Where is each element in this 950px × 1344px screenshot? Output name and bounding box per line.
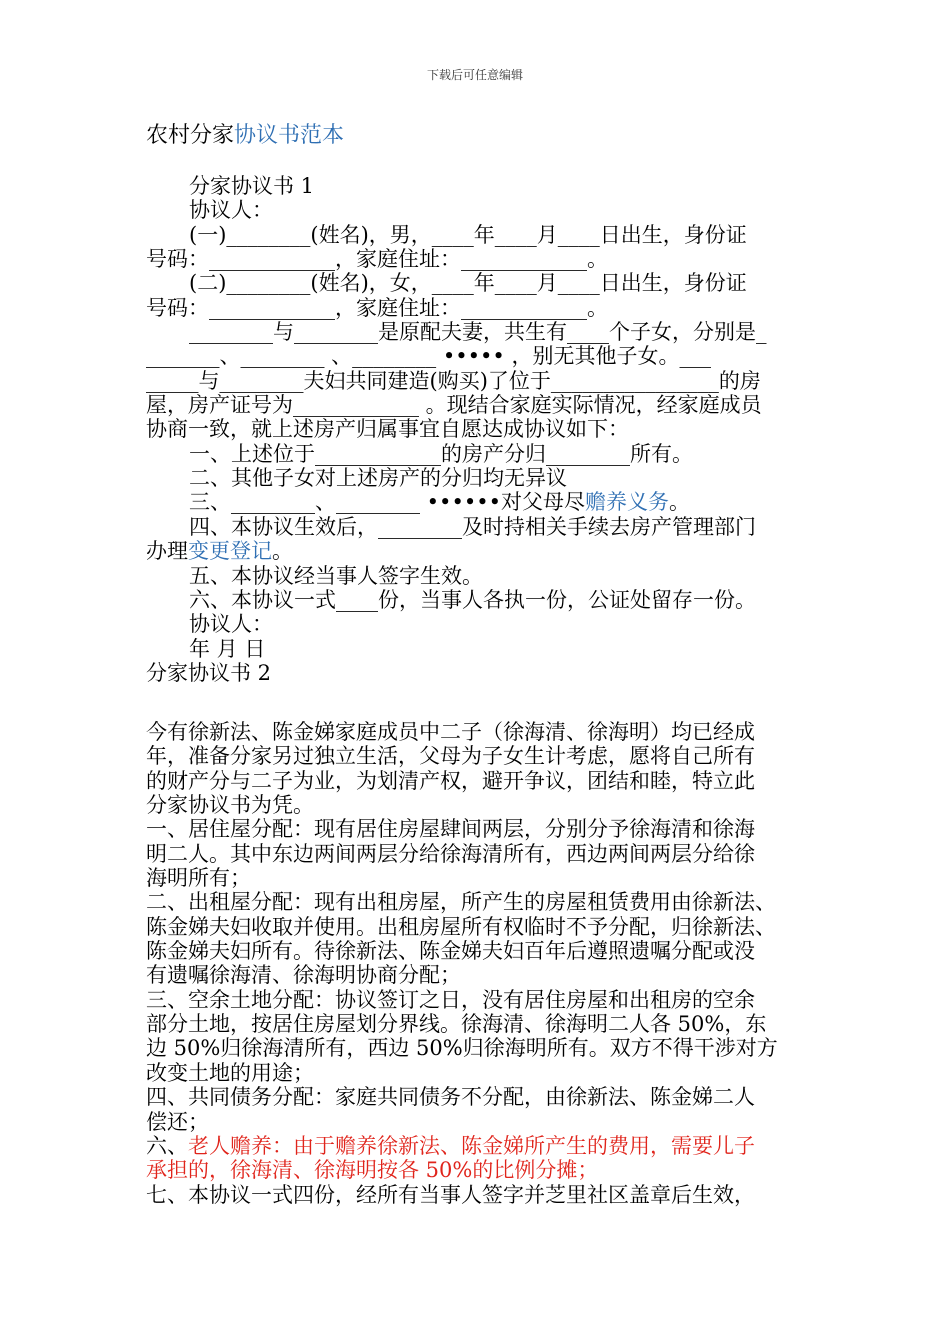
text-span: 陈金娣夫妇收取并使用。出租房屋所有权临时不予分配，归徐新法、	[146, 914, 776, 939]
text-span: 二、出租屋分配：现有出租房屋，所产生的房屋租赁费用由徐新法、	[146, 890, 776, 915]
text-line	[146, 1061, 810, 1085]
text-line	[146, 1134, 810, 1158]
text-span: _______、________ 、________ ••••• ，别无其他子女。___	[146, 344, 711, 369]
text-span: 偿还；	[146, 1109, 209, 1134]
text-line	[146, 296, 810, 320]
text-span: 五、本协议经当事人签字生效。	[189, 563, 483, 588]
text-line	[146, 588, 810, 612]
text-line	[146, 369, 810, 393]
text-line	[146, 939, 810, 963]
text-line	[146, 466, 810, 490]
text-line	[146, 1085, 810, 1109]
text-span: 六、本协议一式____份，当事人各执一份，公证处留存一份。	[189, 587, 756, 612]
text-span: 年，准备分家另过独立生活，父母为子女生计考虑，愿将自己所有	[146, 744, 755, 769]
text-span: 分家协议书 2	[146, 660, 272, 685]
text-line	[146, 344, 810, 368]
text-line	[146, 842, 810, 866]
text-line	[146, 793, 810, 817]
text-span: 四、本协议生效后，________及时持相关手续去房产管理部门	[189, 514, 756, 539]
highlighted-text: 承担的，徐海清、徐海明按各 50%的比例分摊；	[146, 1158, 599, 1183]
text-line	[146, 198, 810, 222]
document-title	[146, 122, 344, 150]
text-span: 边 50%归徐海清所有，西边 50%归徐海明所有。双方不得干涉对方	[146, 1036, 778, 1061]
text-line	[146, 988, 810, 1012]
text-line	[146, 417, 810, 441]
text-span: 今有徐新法、陈金娣家庭成员中二子（徐海清、徐海明）均已经成	[146, 720, 755, 744]
text-span: 屋，房产证号为____________ 。现结合家庭实际情况，经家庭成员	[146, 393, 762, 418]
text-line	[146, 320, 810, 344]
text-line	[146, 1036, 810, 1060]
text-line	[146, 817, 810, 841]
text-line	[146, 637, 810, 661]
text-line	[146, 564, 810, 588]
agreement-1-body	[146, 174, 810, 685]
text-span: 有遗嘱徐海清、徐海明协商分配；	[146, 963, 461, 988]
text-span: 六、	[146, 1133, 188, 1158]
text-line	[146, 769, 810, 793]
text-span: 协议人：	[189, 198, 273, 223]
text-line	[146, 612, 810, 636]
text-span: ________与________是原配夫妻，共生有____个子女，分别是_	[189, 320, 767, 345]
text-span: 部分土地，按居住房屋划分界线。徐海清、徐海明二人各 50%，东	[146, 1012, 767, 1037]
title-link[interactable]: 协议书范本	[234, 123, 345, 148]
text-span: 分家协议书 1	[189, 174, 315, 198]
text-span: (二)________(姓名)，女，____年____月____日出生，身份证	[189, 271, 747, 296]
text-span: 改变土地的用途；	[146, 1060, 314, 1085]
text-span: 的财产分与二子为业，为划清产权，避开争议，团结和睦，特立此	[146, 768, 755, 793]
text-line	[146, 490, 810, 514]
text-span: 陈金娣夫妇所有。待徐新法、陈金娣夫妇百年后遵照遗嘱分配或没	[146, 939, 755, 964]
text-span: 分家协议书为凭。	[146, 793, 314, 818]
text-span: 四、共同债务分配：家庭共同债务不分配，由徐新法、陈金娣二人	[146, 1085, 755, 1110]
text-span: 。	[272, 539, 293, 564]
text-line	[146, 539, 810, 563]
inline-link[interactable]: 赡养义务	[585, 490, 669, 515]
text-span: 号码：____________，家庭住址：____________。	[146, 247, 608, 272]
text-span: 七、本协议一式四份，经所有当事人签字并芝里社区盖章后生效，	[146, 1182, 755, 1207]
text-line	[146, 963, 810, 987]
text-span: 年 月 日	[189, 636, 266, 661]
text-span: _____与________夫妇共同建造(购买)了位于________________的房	[146, 368, 761, 393]
text-span: 协商一致，就上述房产归属事宜自愿达成协议如下：	[146, 417, 629, 442]
text-span: 海明所有；	[146, 866, 251, 891]
text-line	[146, 661, 810, 685]
text-span: 办理	[146, 539, 188, 564]
text-line	[146, 515, 810, 539]
text-line	[146, 442, 810, 466]
text-line	[146, 174, 810, 198]
text-line	[146, 393, 810, 417]
text-span: 一、居住屋分配：现有居住房屋肆间两层，分别分予徐海清和徐海	[146, 817, 755, 842]
title-text: 农村分家	[146, 123, 235, 148]
text-line	[146, 915, 810, 939]
text-span: 三、________、________ ••••••对父母尽	[189, 490, 585, 515]
text-line	[146, 247, 810, 271]
text-span: 一、上述位于____________的房产分归________所有。	[189, 441, 693, 466]
text-span: 协议人：	[189, 612, 273, 637]
highlighted-text: 老人赡养：由于赡养徐新法、陈金娣所产生的费用，需要儿子	[188, 1133, 755, 1158]
text-line	[146, 1012, 810, 1036]
text-span: 。	[669, 490, 690, 515]
text-span: (一)________(姓名)，男，____年____月____日出生，身份证	[189, 222, 747, 247]
text-line	[146, 720, 810, 744]
text-line	[146, 744, 810, 768]
text-line	[146, 1158, 810, 1182]
inline-link[interactable]: 变更登记	[188, 539, 272, 564]
text-span: 二、其他子女对上述房产的分归均无异议	[189, 466, 567, 491]
text-span: 三、空余土地分配：协议签订之日，没有居住房屋和出租房的空余	[146, 987, 755, 1012]
page-header-note: 下载后可任意编辑	[426, 68, 523, 82]
text-span: 明二人。其中东边两间两层分给徐海清所有，西边两间两层分给徐	[146, 841, 755, 866]
text-line	[146, 890, 810, 914]
agreement-2-body	[146, 720, 810, 1207]
text-line	[146, 1110, 810, 1134]
text-span: 号码：____________，家庭住址：____________。	[146, 295, 608, 320]
text-line	[146, 223, 810, 247]
text-line	[146, 271, 810, 295]
text-line	[146, 1183, 810, 1207]
text-line	[146, 866, 810, 890]
